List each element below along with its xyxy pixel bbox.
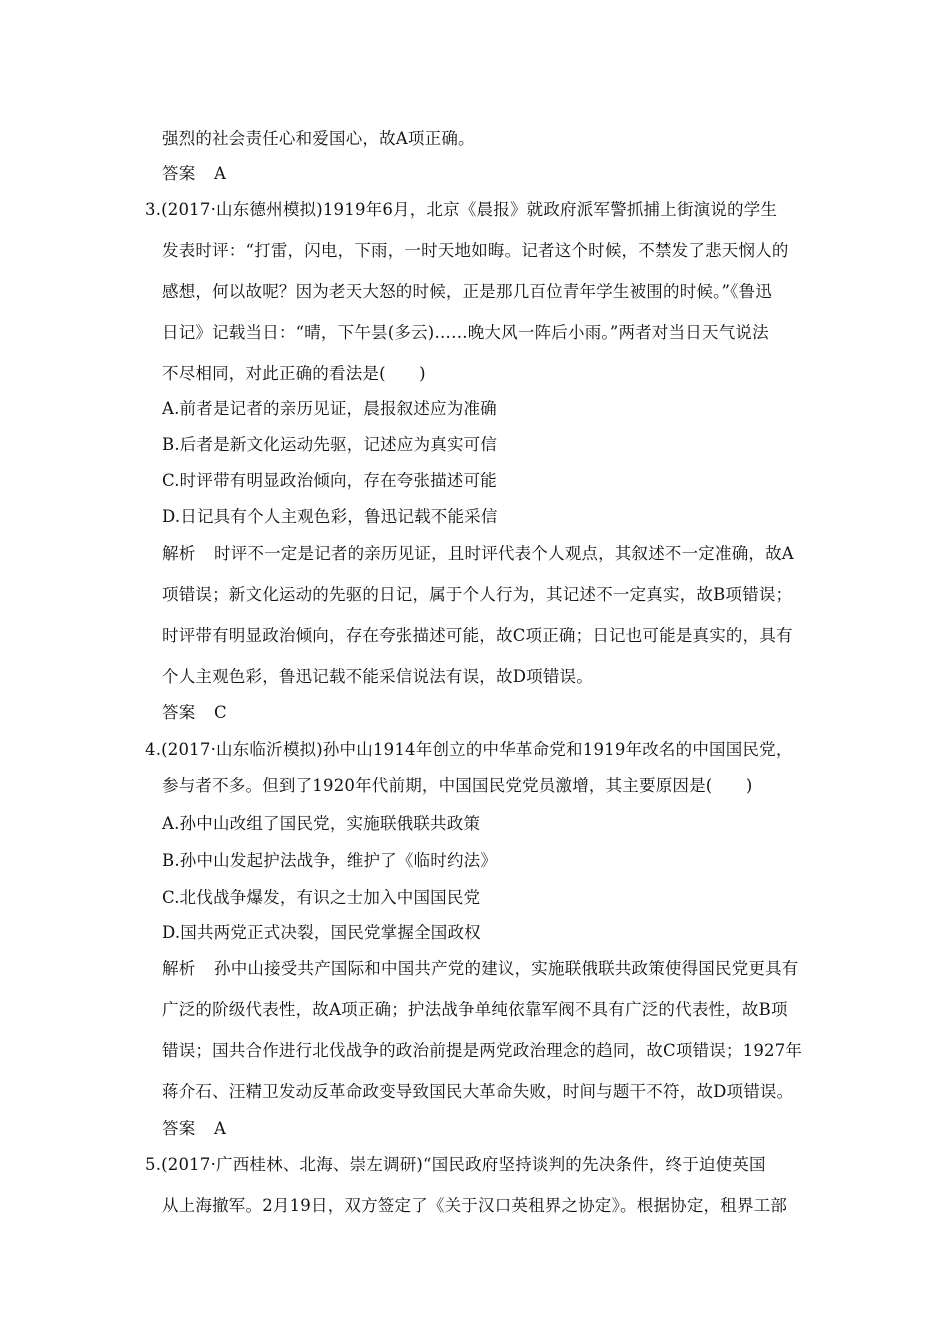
analysis-text: 孙中山接受共产国际和中国共产党的建议，实施联俄联共政策使得国民党更具有 <box>214 959 799 978</box>
question-4-stem-line: 参与者不多。但到了1920年代前期，中国国民党党员激增，其主要原因是( ) <box>162 776 753 795</box>
answer-line <box>162 702 227 724</box>
question-3-option-d: D.日记具有个人主观色彩，鲁迅记载不能采信 <box>162 507 498 526</box>
answer-value: C <box>214 703 227 722</box>
question-4-analysis-line: 广泛的阶级代表性，故A项正确；护法战争单纯依靠军阀不具有广泛的代表性，故B项 <box>162 1000 788 1019</box>
question-3-option-b: B.后者是新文化运动先驱，记述应为真实可信 <box>162 435 498 454</box>
question-3-analysis-line: 时评带有明显政治倾向，存在夸张描述可能，故C项正确；日记也可能是真实的，具有 <box>162 626 793 645</box>
question-4-option-d: D.国共两党正式决裂，国民党掌握全国政权 <box>162 923 481 942</box>
question-4-analysis-line: 蒋介石、汪精卫发动反革命政变导致国民大革命失败，时间与题干不符，故D项错误。 <box>162 1082 794 1101</box>
question-4-stem-line: 4.(2017·山东临沂模拟)孙中山1914年创立的中华革命党和1919年改名的中国国民党， <box>145 740 793 759</box>
question-3-option-c: C.时评带有明显政治倾向，存在夸张描述可能 <box>162 471 497 490</box>
question-3-analysis-line: 项错误；新文化运动的先驱的日记，属于个人行为，其记述不一定真实，故B项错误； <box>162 585 793 604</box>
question-5-stem-line: 5.(2017·广西桂林、北海、崇左调研)“国民政府坚持谈判的先决条件，终于迫使英国 <box>145 1155 766 1174</box>
explanation-continuation: 强烈的社会责任心和爱国心，故A项正确。 <box>162 129 475 148</box>
answer-label: 答案 <box>162 164 196 183</box>
answer-value: A <box>214 1119 227 1138</box>
answer-label: 答案 <box>162 703 196 722</box>
analysis-label: 解析 <box>162 959 196 978</box>
question-3-stem-line: 不尽相同，对此正确的看法是( ) <box>162 364 426 383</box>
question-4-option-b: B.孙中山发起护法战争，维护了《临时约法》 <box>162 851 498 870</box>
question-5-stem-line: 从上海撤军。2月19日，双方签定了《关于汉口英租界之协定》。根据协定，租界工部 <box>162 1196 788 1215</box>
answer-line <box>162 163 226 185</box>
question-3-analysis-line: 个人主观色彩，鲁迅记载不能采信说法有误，故D项错误。 <box>162 667 593 686</box>
analysis-text: 时评不一定是记者的亲历见证，且时评代表个人观点，其叙述不一定准确，故A <box>214 544 794 563</box>
question-4-option-a: A.孙中山改组了国民党，实施联俄联共政策 <box>162 814 481 833</box>
question-3-analysis-line <box>162 543 794 565</box>
question-3-stem-line: 3.(2017·山东德州模拟)1919年6月，北京《晨报》就政府派军警抓捕上街演说的学生 <box>145 200 778 219</box>
question-4-analysis-line: 错误；国共合作进行北伐战争的政治前提是两党政治理念的趋同，故C项错误；1927年 <box>162 1041 803 1060</box>
question-3-stem-line: 日记》记载当日：“晴，下午昙(多云)……晚大风一阵后小雨。”两者对当日天气说法 <box>162 323 769 342</box>
answer-label: 答案 <box>162 1119 196 1138</box>
question-3-option-a: A.前者是记者的亲历见证，晨报叙述应为准确 <box>162 399 497 418</box>
answer-line <box>162 1118 226 1140</box>
question-4-analysis-line <box>162 958 799 980</box>
question-3-stem-line: 发表时评：“打雷，闪电，下雨，一时天地如晦。记者这个时候，不禁发了悲天悯人的 <box>162 241 789 260</box>
question-4-option-c: C.北伐战争爆发，有识之士加入中国国民党 <box>162 888 481 907</box>
analysis-label: 解析 <box>162 544 196 563</box>
question-3-stem-line: 感想，何以故呢？因为老天大怒的时候，正是那几百位青年学生被围的时候。”《鲁迅 <box>162 282 773 301</box>
answer-value: A <box>214 164 227 183</box>
